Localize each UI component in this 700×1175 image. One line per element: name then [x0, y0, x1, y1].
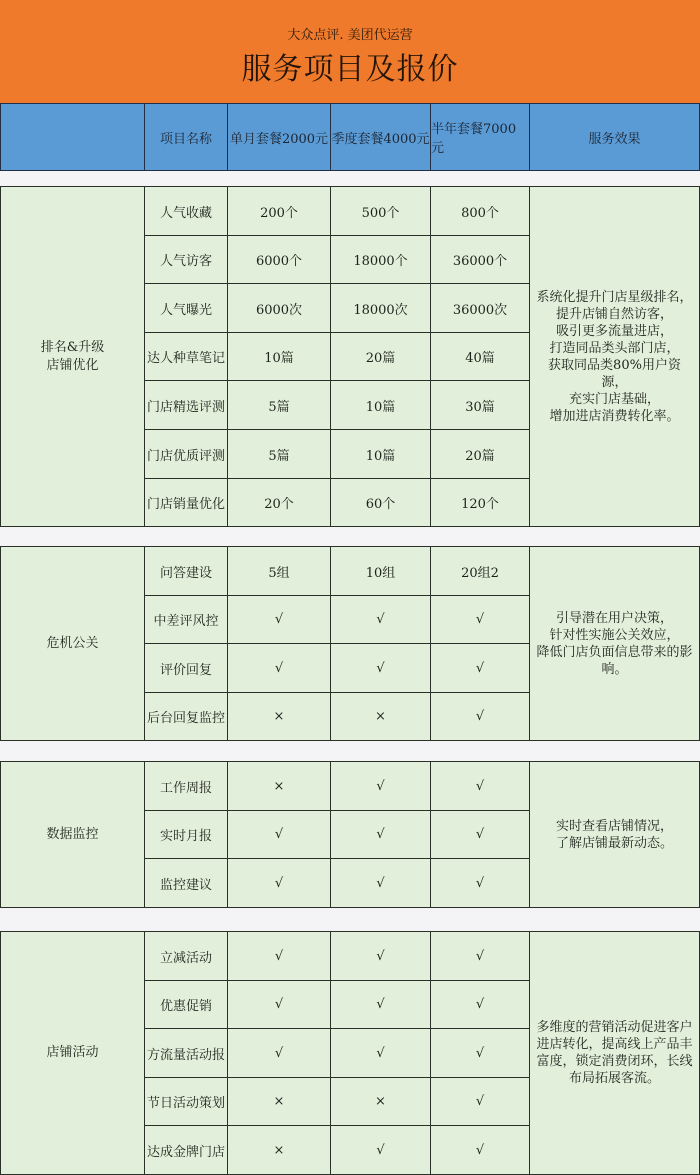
category-cell: 店铺活动 [0, 931, 145, 1175]
halfyear-value: 20组2 [430, 546, 530, 596]
item-name: 人气收藏 [144, 186, 228, 236]
item-name: 问答建设 [144, 546, 228, 596]
service-effect-cell: 引导潜在用户决策， 针对性实施公关效应， 降低门店负面信息带来的影响。 [529, 546, 700, 741]
quarterly-value: 20篇 [330, 332, 431, 381]
item-name: 监控建议 [144, 858, 228, 908]
monthly-value: 6000个 [227, 235, 331, 284]
service-effect-cell: 系统化提升门店星级排名， 提升店铺自然访客， 吸引更多流量进店， 打造同品类头部门店， 获取同品类80%用户资源， 充实门店基础， 增加进店消费转化率。 [529, 186, 700, 527]
halfyear-value: 36000个 [430, 235, 530, 284]
monthly-value: √ [227, 931, 331, 981]
halfyear-value: 30篇 [430, 380, 530, 430]
halfyear-value: 36000次 [430, 283, 530, 333]
section-spacer [0, 907, 700, 931]
halfyear-value: 120个 [430, 478, 530, 527]
monthly-value: 10篇 [227, 332, 331, 381]
halfyear-value: √ [430, 595, 530, 644]
item-name: 工作周报 [144, 761, 228, 811]
item-name: 门店优质评测 [144, 429, 228, 479]
quarterly-value: √ [330, 761, 431, 811]
halfyear-value: √ [430, 692, 530, 741]
halfyear-value: √ [430, 858, 530, 908]
halfyear-value: √ [430, 980, 530, 1029]
halfyear-value: √ [430, 810, 530, 859]
section-spacer [0, 741, 700, 761]
quarterly-value: 18000次 [330, 283, 431, 333]
quarterly-value: √ [330, 810, 431, 859]
item-name: 门店销量优化 [144, 478, 228, 527]
service-effect-cell: 多维度的营销活动促进客户进店转化，提高线上产品丰富度，锁定消费闭环，长线布局拓展客流。 [529, 931, 700, 1175]
category-cell: 危机公关 [0, 546, 145, 741]
item-name: 节日活动策划 [144, 1077, 228, 1126]
monthly-value: × [227, 1125, 331, 1175]
category-cell: 数据监控 [0, 761, 145, 908]
service-effect-cell: 实时查看店铺情况， 了解店铺最新动态。 [529, 761, 700, 908]
section-spacer [0, 171, 700, 186]
quarterly-value: × [330, 692, 431, 741]
quarterly-value: √ [330, 980, 431, 1029]
monthly-value: 20个 [227, 478, 331, 527]
quarterly-value: √ [330, 931, 431, 981]
quarterly-value: × [330, 1077, 431, 1126]
halfyear-value: 800个 [430, 186, 530, 236]
monthly-value: √ [227, 1028, 331, 1078]
item-name: 优惠促销 [144, 980, 228, 1029]
quarterly-value: 10组 [330, 546, 431, 596]
monthly-value: 6000次 [227, 283, 331, 333]
header-cell-blank [0, 103, 145, 171]
monthly-value: √ [227, 810, 331, 859]
halfyear-value: √ [430, 761, 530, 811]
item-name: 人气访客 [144, 235, 228, 284]
item-name: 评价回复 [144, 643, 228, 693]
item-name: 达成金牌门店 [144, 1125, 228, 1175]
quarterly-value: 18000个 [330, 235, 431, 284]
item-name: 门店精选评测 [144, 380, 228, 430]
monthly-value: × [227, 692, 331, 741]
halfyear-value: 40篇 [430, 332, 530, 381]
column-header-halfyear: 半年套餐7000元 [430, 103, 530, 171]
quarterly-value: 500个 [330, 186, 431, 236]
monthly-value: 5篇 [227, 380, 331, 430]
halfyear-value: 20篇 [430, 429, 530, 479]
column-header-monthly: 单月套餐2000元 [227, 103, 331, 171]
quarterly-value: √ [330, 858, 431, 908]
item-name: 中差评风控 [144, 595, 228, 644]
item-name: 方流量活动报 [144, 1028, 228, 1078]
monthly-value: √ [227, 595, 331, 644]
item-name: 后台回复监控 [144, 692, 228, 741]
item-name: 立减活动 [144, 931, 228, 981]
halfyear-value: √ [430, 1125, 530, 1175]
column-header-quarterly: 季度套餐4000元 [330, 103, 431, 171]
item-name: 人气曝光 [144, 283, 228, 333]
monthly-value: × [227, 1077, 331, 1126]
halfyear-value: √ [430, 1077, 530, 1126]
halfyear-value: √ [430, 931, 530, 981]
quarterly-value: √ [330, 643, 431, 693]
page-title: 服务项目及报价 [241, 52, 459, 87]
column-header-item: 项目名称 [144, 103, 228, 171]
monthly-value: √ [227, 980, 331, 1029]
monthly-value: √ [227, 858, 331, 908]
quarterly-value: 10篇 [330, 429, 431, 479]
monthly-value: √ [227, 643, 331, 693]
quarterly-value: √ [330, 595, 431, 644]
header-subtitle: 大众点评. 美团代运营 [287, 28, 413, 43]
category-cell: 排名&升级 店铺优化 [0, 186, 145, 527]
section-spacer [0, 526, 700, 546]
monthly-value: × [227, 761, 331, 811]
column-header-effect: 服务效果 [529, 103, 700, 171]
halfyear-value: √ [430, 1028, 530, 1078]
quarterly-value: √ [330, 1028, 431, 1078]
quarterly-value: 60个 [330, 478, 431, 527]
quarterly-value: √ [330, 1125, 431, 1175]
halfyear-value: √ [430, 643, 530, 693]
monthly-value: 5篇 [227, 429, 331, 479]
monthly-value: 5组 [227, 546, 331, 596]
page-header [0, 0, 700, 104]
item-name: 达人种草笔记 [144, 332, 228, 381]
quarterly-value: 10篇 [330, 380, 431, 430]
item-name: 实时月报 [144, 810, 228, 859]
monthly-value: 200个 [227, 186, 331, 236]
